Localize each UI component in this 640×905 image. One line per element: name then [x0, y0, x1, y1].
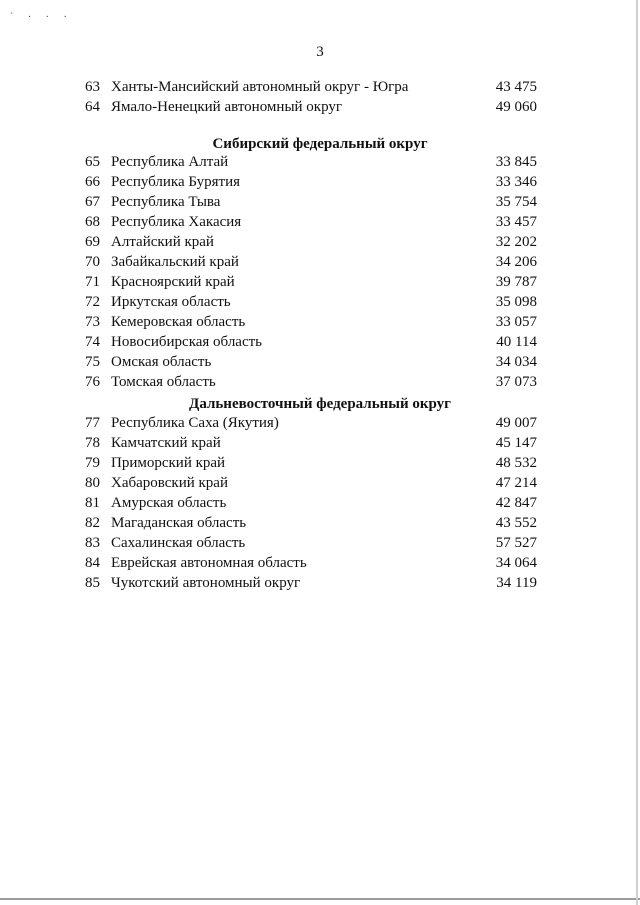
row-value: 34 119: [496, 575, 537, 591]
table-row: [0, 312, 640, 332]
region-name: Алтайский край: [111, 234, 214, 250]
table-row: [0, 513, 640, 533]
table-row: [0, 453, 640, 473]
region-name: Новосибирская область: [111, 334, 263, 350]
row-value: 42 847: [495, 495, 537, 511]
region-name: Иркутская область: [111, 294, 231, 310]
region-name: Республика Хакасия: [111, 214, 242, 230]
region-name: Амурская область: [111, 495, 227, 511]
row-number: 63: [85, 79, 100, 95]
section-heading-siberia: Сибирский федеральный округ: [212, 136, 428, 152]
row-number: 75: [85, 354, 100, 370]
table-row: [0, 473, 640, 493]
region-name: Кемеровская область: [111, 314, 246, 330]
scan-bottom-edge: [0, 898, 640, 900]
table-row: [0, 152, 640, 172]
row-number: 85: [85, 575, 100, 591]
row-number: 84: [85, 555, 100, 571]
row-number: 79: [85, 455, 100, 471]
row-number: 83: [85, 535, 100, 551]
table-row: [0, 433, 640, 453]
row-value: 40 114: [496, 334, 537, 350]
row-value: 47 214: [495, 475, 537, 491]
row-value: 37 073: [495, 374, 537, 390]
row-value: 34 064: [495, 555, 537, 571]
table-row: [0, 553, 640, 573]
table-row: [0, 352, 640, 372]
table-row: [0, 77, 640, 97]
table-row: [0, 332, 640, 352]
scan-corner-marks: ` · · ·: [10, 12, 73, 23]
table-row: [0, 372, 640, 392]
region-name: Еврейская автономная область: [111, 555, 307, 571]
page-number: 3: [316, 44, 324, 60]
row-number: 82: [85, 515, 100, 531]
row-number: 66: [85, 174, 100, 190]
row-value: 49 007: [495, 415, 537, 431]
region-name: Красноярский край: [111, 274, 235, 290]
row-number: 80: [85, 475, 100, 491]
table-row: [0, 97, 640, 117]
row-number: 69: [85, 234, 100, 250]
table-row: [0, 573, 640, 593]
row-number: 71: [85, 274, 100, 290]
row-value: 43 552: [495, 515, 537, 531]
region-name: Забайкальский край: [111, 254, 239, 270]
region-name: Приморский край: [111, 455, 226, 471]
row-number: 78: [85, 435, 100, 451]
region-name: Сахалинская область: [111, 535, 246, 551]
region-name: Хабаровский край: [111, 475, 228, 491]
row-number: 70: [85, 254, 100, 270]
region-name: Камчатский край: [111, 435, 221, 451]
region-name: Ямало-Ненецкий автономный округ: [111, 99, 343, 115]
table-row: [0, 192, 640, 212]
row-value: 35 098: [495, 294, 537, 310]
scan-right-edge: [636, 0, 638, 905]
table-row: [0, 232, 640, 252]
region-name: Магаданская область: [111, 515, 247, 531]
row-number: 65: [85, 154, 100, 170]
row-number: 73: [85, 314, 100, 330]
row-number: 72: [85, 294, 100, 310]
region-name: Республика Тыва: [111, 194, 221, 210]
row-value: 35 754: [495, 194, 537, 210]
row-value: 39 787: [495, 274, 537, 290]
row-number: 67: [85, 194, 100, 210]
row-value: 43 475: [495, 79, 537, 95]
table-row: [0, 172, 640, 192]
row-value: 33 346: [495, 174, 537, 190]
table-row: [0, 413, 640, 433]
row-value: 32 202: [495, 234, 537, 250]
row-value: 33 845: [495, 154, 537, 170]
table-row: [0, 272, 640, 292]
row-value: 34 034: [495, 354, 537, 370]
row-value: 33 457: [495, 214, 537, 230]
region-name: Томская область: [111, 374, 216, 390]
table-row: [0, 292, 640, 312]
row-number: 76: [85, 374, 100, 390]
region-name: Республика Алтай: [111, 154, 229, 170]
row-number: 64: [85, 99, 100, 115]
region-name: Чукотский автономный округ: [111, 575, 301, 591]
row-value: 45 147: [495, 435, 537, 451]
row-number: 68: [85, 214, 100, 230]
row-number: 77: [85, 415, 100, 431]
section-heading-far-east: Дальневосточный федеральный округ: [189, 396, 451, 412]
row-value: 34 206: [495, 254, 537, 270]
row-value: 33 057: [495, 314, 537, 330]
row-value: 49 060: [495, 99, 537, 115]
row-value: 57 527: [495, 535, 537, 551]
region-name: Республика Бурятия: [111, 174, 241, 190]
row-number: 74: [85, 334, 100, 350]
table-row: [0, 533, 640, 553]
table-row: [0, 493, 640, 513]
table-row: [0, 212, 640, 232]
region-name: Республика Саха (Якутия): [111, 415, 279, 431]
table-row: [0, 252, 640, 272]
row-value: 48 532: [495, 455, 537, 471]
region-name: Омская область: [111, 354, 212, 370]
region-name: Ханты-Мансийский автономный округ - Югра: [111, 79, 409, 95]
row-number: 81: [85, 495, 100, 511]
